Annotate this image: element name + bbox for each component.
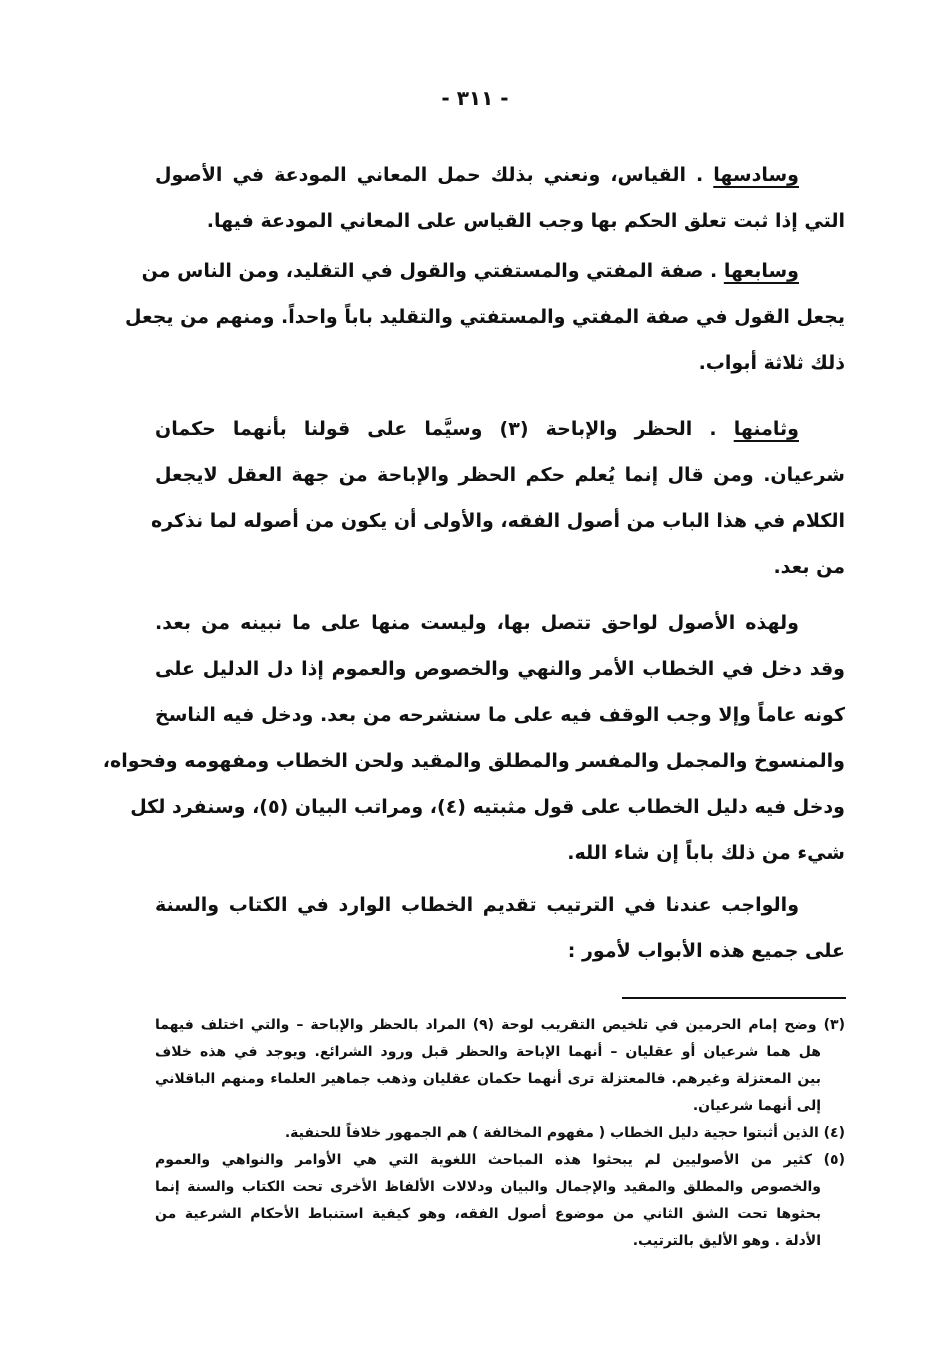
- line-text: الكلام في هذا الباب من أصول الفقه، والأولى أن يكون من أصوله لما نذكره: [150, 510, 845, 532]
- line-text: ودخل فيه دليل الخطاب على قول مثبتيه (٤)، ومراتب البيان (٥)، وسنفرد لكل: [130, 796, 845, 818]
- text-line: [150, 498, 845, 544]
- line-text: . صفة المفتي والمستفتي والقول في التقليد، ومن الناس من: [141, 260, 724, 282]
- paragraph: [102, 600, 845, 876]
- text-line: [155, 198, 845, 244]
- line-text: والواجب عندنا في الترتيب تقديم الخطاب الوارد في الكتاب والسنة: [155, 894, 799, 916]
- line-text: يجعل القول في صفة المفتي والمستفتي والتقليد باباً واحداً. ومنهم من يجعل: [125, 306, 845, 328]
- paragraph: [155, 152, 845, 244]
- footnote-line: والخصوص والمطلق والمقيد والإجمال والبيان ودلالات الألفاظ الأخرى تحت الكتاب والسنة إنما: [155, 1179, 821, 1195]
- text-line: [125, 294, 845, 340]
- footnote-line: (٣) وضح إمام الحرمين في تلخيص التقريب لوحة (٩) المراد بالحظر والإباحة – والتي اختلف فيهما: [155, 1017, 845, 1033]
- line-text: كونه عاماً وإلا وجب الوقف فيه على ما سنشرحه من بعد. ودخل فيه الناسخ: [155, 704, 845, 726]
- line-text: والمنسوخ والمجمل والمفسر والمطلق والمقيد ولحن الخطاب ومفهومه وفحواه،: [102, 750, 845, 772]
- text-line: [155, 452, 845, 498]
- footnote-line: بحثوها تحت الشق الثاني من موضوع أصول الفقه، وهو كيفية استنباط الأحكام الشرعية من: [155, 1206, 821, 1222]
- footnote-line: (٤) الذين أثبتوا حجية دليل الخطاب ( مفهوم المخالفة ) هم الجمهور خلافاً للحنفية.: [284, 1125, 845, 1141]
- line-text: وقد دخل في الخطاب الأمر والنهي والخصوص والعموم إذا دل الدليل على: [155, 658, 845, 680]
- footnote-line: بين المعتزلة وغيرهم. فالمعتزلة ترى أنهما حكمان عقليان وذهب جماهير العلماء ومنهم الباقلاني: [155, 1071, 821, 1087]
- text-line: [155, 600, 845, 646]
- line-text: . القياس، ونعني بذلك حمل المعاني المودعة في الأصول: [155, 164, 714, 186]
- paragraph: [150, 406, 845, 590]
- line-text: ولهذه الأصول لواحق تتصل بها، وليست منها على ما نبينه من بعد.: [155, 612, 799, 634]
- text-line: [155, 340, 845, 386]
- text-line: [155, 830, 845, 876]
- line-text: شرعيان. ومن قال إنما يُعلم حكم الحظر والإباحة من جهة العقل لايجعل: [155, 464, 845, 486]
- line-text: شيء من ذلك باباً إن شاء الله.: [567, 842, 845, 864]
- page-number: - ٣١١ -: [441, 86, 509, 110]
- text-line: [155, 646, 845, 692]
- text-line: [155, 692, 845, 738]
- footnote-divider: [622, 997, 846, 999]
- text-line: [155, 882, 845, 928]
- line-text: ذلك ثلاثة أبواب.: [698, 352, 845, 374]
- text-line: [155, 152, 845, 198]
- line-text: التي إذا ثبت تعلق الحكم بها وجب القياس على المعاني المودعة فيها.: [206, 210, 845, 232]
- text-line: [102, 738, 845, 784]
- footnote-line: هل هما شرعيان أو عقليان – أنهما الإباحة والحظر قبل ورود الشرائع. ويوجد في هذه خلاف: [155, 1044, 821, 1060]
- paragraph: [155, 882, 845, 974]
- footnote: [155, 1120, 845, 1147]
- footnote-line: (٥) كثير من الأصوليين لم يبحثوا هذه المباحث اللغوية التي هي الأوامر والنواهي والعموم: [155, 1152, 845, 1168]
- text-line: [155, 406, 845, 452]
- lead-word: وثامنها: [733, 418, 799, 440]
- text-line: [141, 248, 845, 294]
- footnote: [155, 1147, 845, 1255]
- text-line: [130, 784, 845, 830]
- lead-word: وسابعها: [723, 260, 799, 282]
- text-line: [155, 544, 845, 590]
- line-text: على جميع هذه الأبواب لأمور :: [567, 940, 845, 962]
- footnote-line: إلى أنهما شرعيان.: [692, 1098, 821, 1114]
- line-text: . الحظر والإباحة (٣) وسيَّما على قولنا بأنهما حكمان: [155, 418, 734, 440]
- text-line: [155, 928, 845, 974]
- lead-word: وسادسها: [713, 164, 799, 186]
- footnote: [155, 1012, 845, 1120]
- paragraph: [125, 248, 845, 386]
- line-text: من بعد.: [773, 556, 845, 578]
- footnote-line: الأدلة . وهو الأليق بالترتيب.: [632, 1233, 821, 1249]
